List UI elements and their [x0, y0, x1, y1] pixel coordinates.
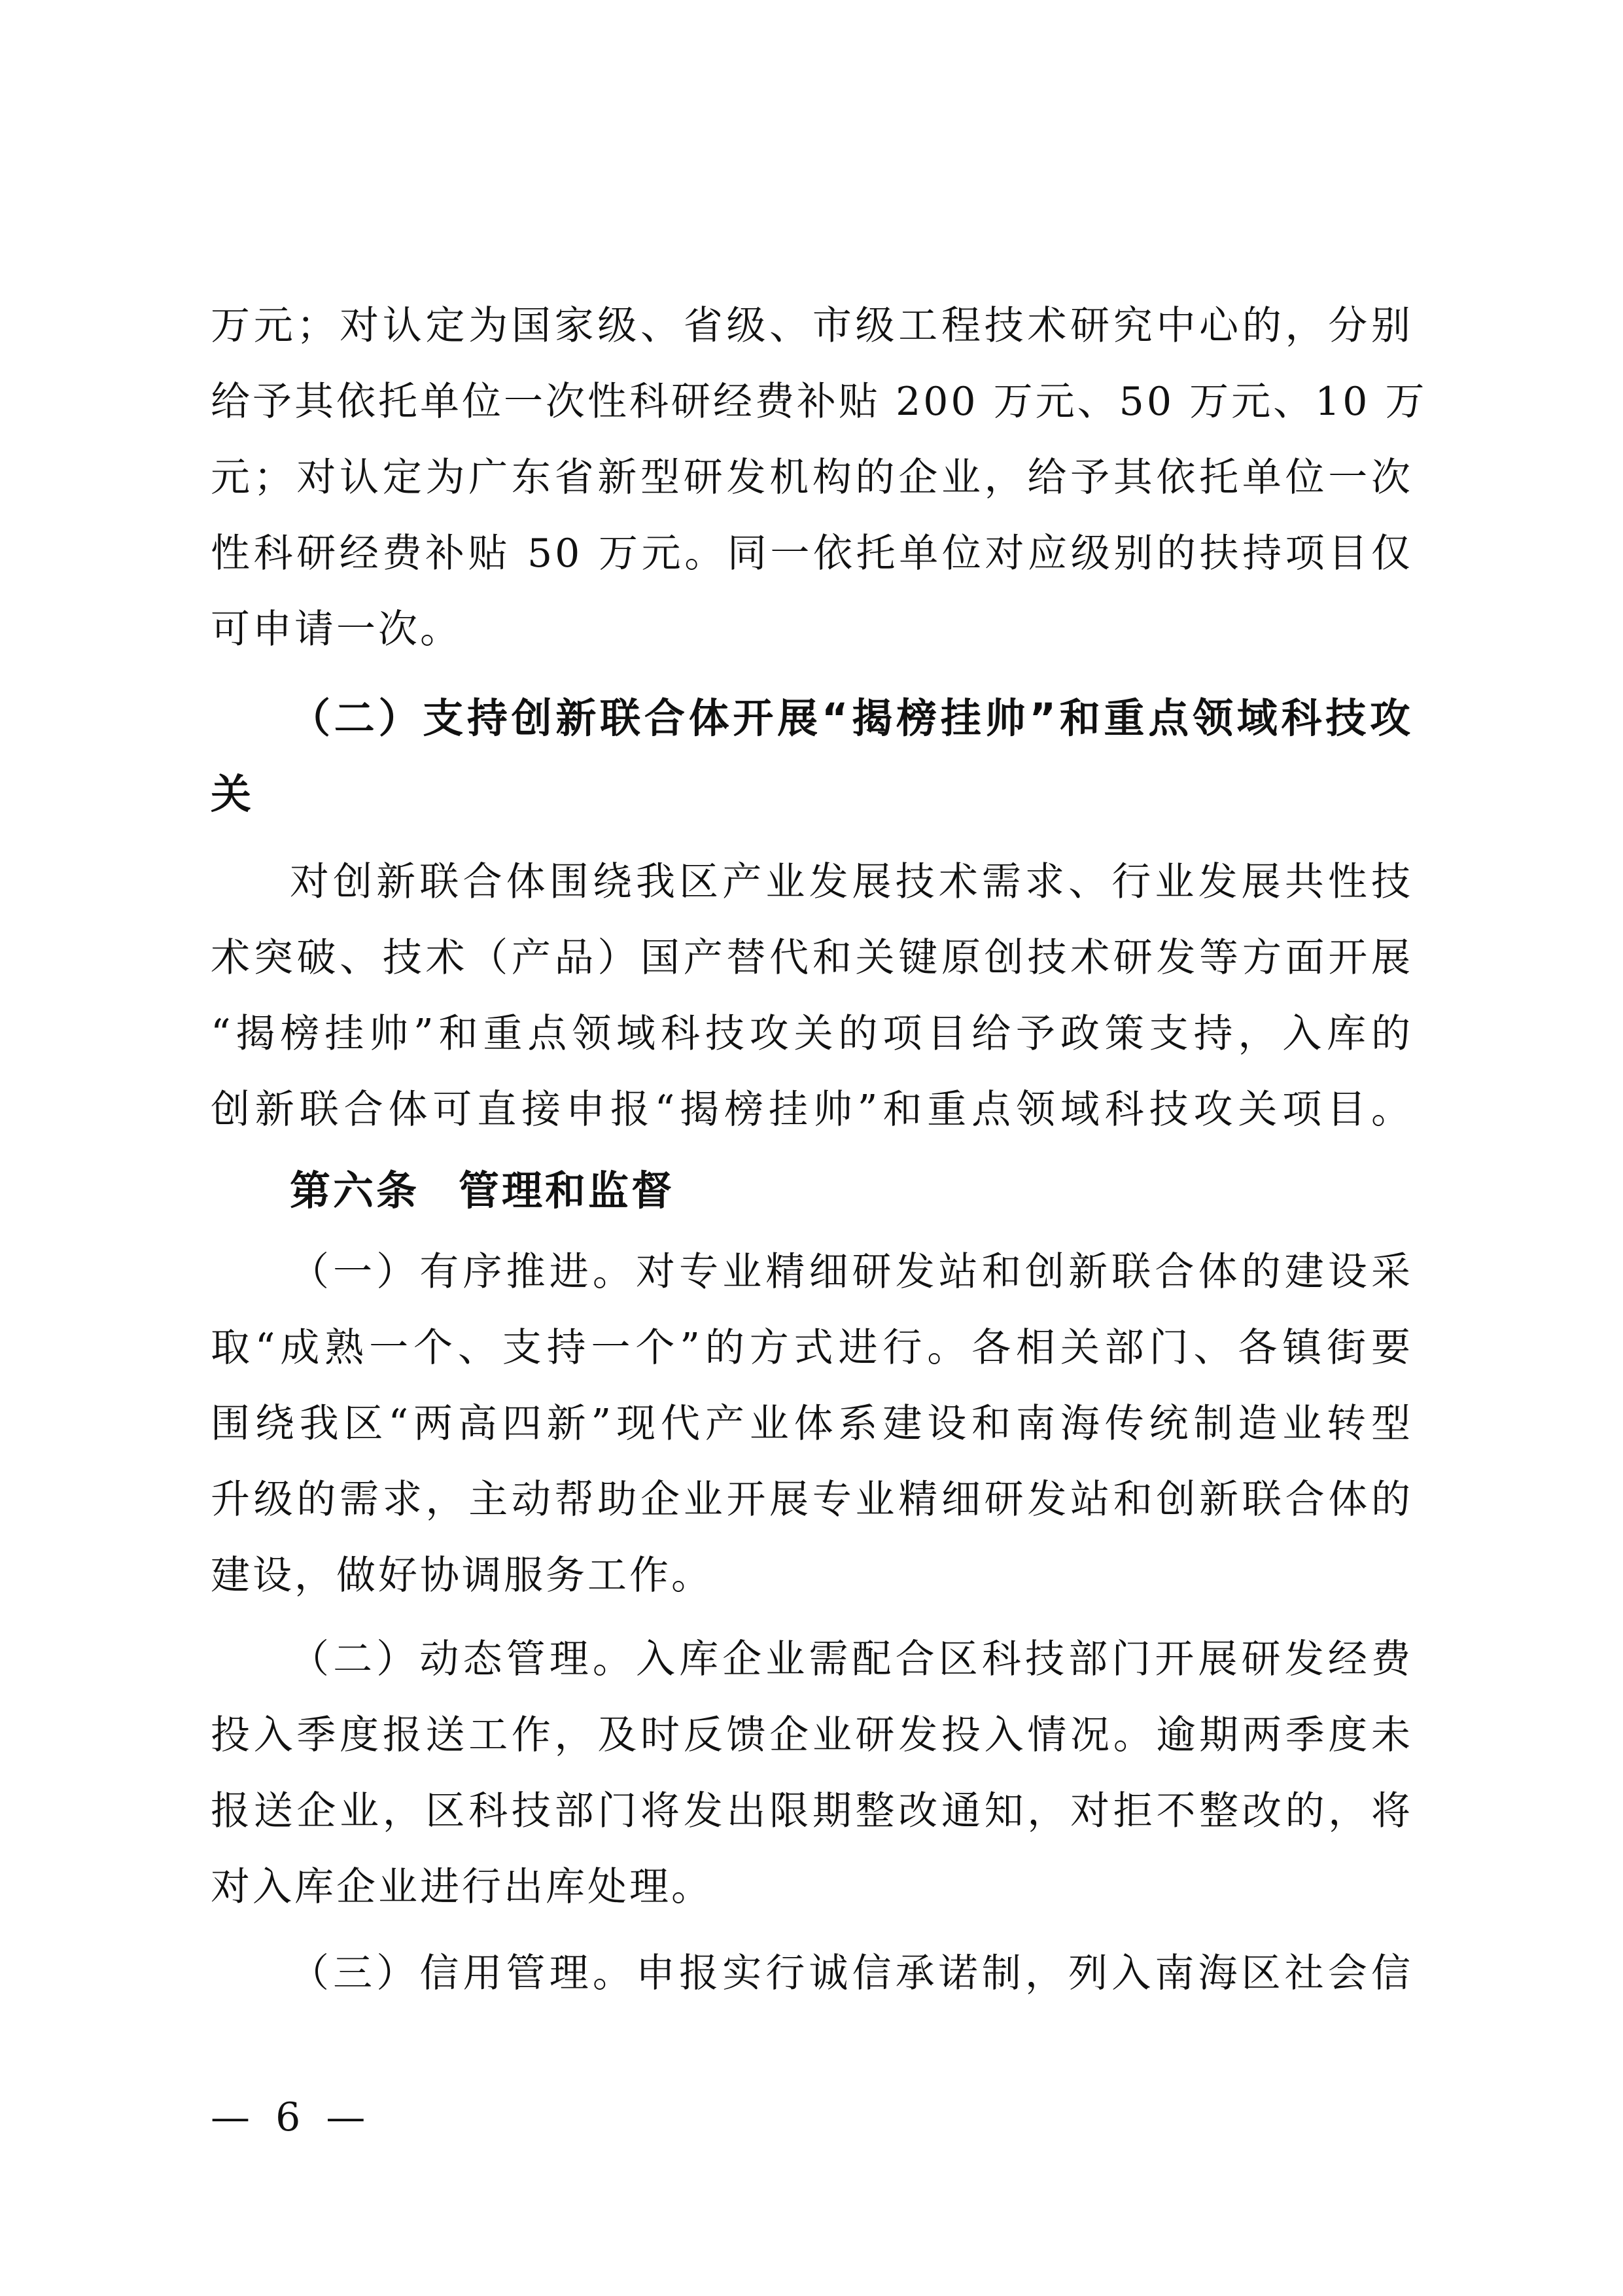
paragraph-line: 万元；对认定为国家级、省级、市级工程技术研究中心的，分别 — [211, 303, 1413, 349]
paragraph-line: 性科研经费补贴 50 万元。同一依托单位对应级别的扶持项目仅 — [211, 531, 1413, 576]
paragraph-line: 给予其依托单位一次性科研经费补贴 200 万元、50 万元、10 万 — [211, 379, 1427, 425]
article-heading — [290, 1153, 1492, 1229]
paragraph-line: 创新联合体可直接申报“揭榜挂帅”和重点领域科技攻关项目。 — [211, 1087, 1413, 1133]
paragraph-line: 投入季度报送工作，及时反馈企业研发投入情况。逾期两季度未 — [211, 1712, 1413, 1758]
paragraph-line: 对入库企业进行出库处理。 — [211, 1864, 713, 1910]
paragraph-line: 报送企业，区科技部门将发出限期整改通知，对拒不整改的，将 — [211, 1788, 1413, 1834]
article-title: 管理和监督 — [459, 1167, 675, 1214]
paragraph-line: 建设，做好协调服务工作。 — [211, 1553, 713, 1598]
paragraph-line: “揭榜挂帅”和重点领域科技攻关的项目给予政策支持，入库的 — [211, 1011, 1413, 1057]
paragraph-line: 元；对认定为广东省新型研发机构的企业，给予其依托单位一次 — [211, 455, 1413, 501]
paragraph-line: 取“成熟一个、支持一个”的方式进行。各相关部门、各镇街要 — [211, 1325, 1413, 1371]
paragraph-line: （二）动态管理。入库企业需配合区科技部门开展研发经费 — [290, 1636, 1413, 1682]
article-number: 第六条 — [290, 1167, 420, 1214]
paragraph-line: 对创新联合体围绕我区产业发展技术需求、行业发展共性技 — [290, 859, 1413, 905]
paragraph-line: 可申请一次。 — [211, 607, 462, 652]
page-number: — 6 — — [211, 2094, 372, 2140]
section-heading-continued: 关 — [211, 770, 254, 818]
paragraph-line: （一）有序推进。对专业精细研发站和创新联合体的建设采 — [290, 1249, 1413, 1295]
section-heading: （二）支持创新联合体开展“揭榜挂帅”和重点领域科技攻 — [290, 694, 1413, 742]
paragraph-line: 升级的需求，主动帮助企业开展专业精细研发站和创新联合体的 — [211, 1477, 1413, 1523]
paragraph-line: 术突破、技术（产品）国产替代和关键原创技术研发等方面开展 — [211, 935, 1413, 981]
paragraph-line: 围绕我区“两高四新”现代产业体系建设和南海传统制造业转型 — [211, 1401, 1413, 1447]
paragraph-line: （三）信用管理。申报实行诚信承诺制，列入南海区社会信 — [290, 1951, 1413, 1996]
